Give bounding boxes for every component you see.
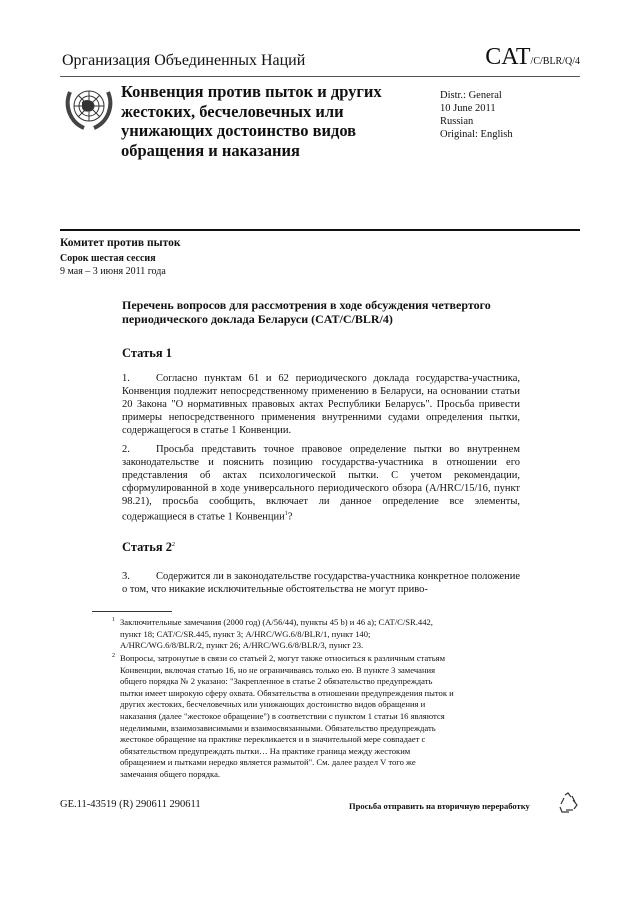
footnote-ref[interactable]: 1 (284, 511, 288, 517)
session-name: Сорок шестая сессия (60, 253, 156, 264)
paragraph-text: Содержится ли в законодательстве государства-участника конкретное положение о том, что никакие исключительные обстоятельства не могут приво- (122, 571, 520, 595)
committee-name: Комитет против пыток (60, 237, 181, 249)
document-symbol (485, 44, 580, 71)
symbol-rest: /C/BLR/Q/4 (530, 56, 580, 67)
paragraph (122, 443, 520, 524)
paragraph-tail: ? (287, 511, 293, 523)
un-emblem-icon (62, 82, 116, 134)
paragraph-number: 3. (122, 571, 130, 582)
distr-label: Distr.: General (440, 90, 502, 101)
document-title: Перечень вопросов для рассмотрения в ходе обсуждения четвертого периодического доклада Беларуси (CAT/C/BLR/4) (122, 298, 491, 326)
convention-title: Конвенция против пыток и других жестоких, бесчеловечных или унижающих достоинство видов обращения и наказания (121, 82, 382, 160)
recycle-icon (556, 791, 580, 815)
footnote-rule (92, 611, 172, 612)
paragraph-text: Согласно пунктам 61 и 62 периодического доклада государства-участника, Конвенция подлежит непосредственному применению в Беларуси, на основании статьи 20 Закона "О нормативных правовых актах Республики Беларусь". Просьба привести примеры непосредственного применения внутренними судами определения пытки, содержащегося в статье 1 Конвенции. (122, 373, 520, 436)
footnote-number: 1 (112, 617, 115, 623)
symbol-main: CAT (485, 44, 531, 70)
recycle-text: Просьба отправить на вторичную переработку (349, 801, 530, 811)
document-code: GE.11-43519 (R) 290611 290611 (60, 799, 201, 810)
footnote-text: Вопросы, затронутые в связи со статьей 2, могут также относиться к различным статьям Конвенции, включая статью 16, но не ограничиваясь только ею. В пункте 3 замечания общего порядка № 2 указано: "Закрепленное в статье 2 обязательство предупреждать пытки имеет широкую сферу охвата. Обязательства в отношении предупреждения пыток и других жестоких, бесчеловечных или унижающих достоинство видов обращения и наказания (далее "жестокое обращение") в соответствии с пунктом 1 статьи 16 являются неделимыми, взаимозависимыми и взаимосвязанными. Обязательство предупреждать жестокое обращение на практике перекликается и в значительной мере совпадает с обязательством предупреждать пытки… На практике граница между жестоким обращением и пытками нередко является размытой". См. далее раздел V того же замечания общего порядка. (120, 653, 454, 779)
distr-original: Original: English (440, 129, 513, 140)
paragraph-number: 1. (122, 373, 130, 384)
distribution-info (440, 89, 513, 141)
paragraph (122, 570, 520, 596)
footnote (112, 653, 454, 781)
organization-name: Организация Объединенных Наций (62, 52, 306, 69)
distr-language: Russian (440, 116, 474, 127)
distr-date: 10 June 2011 (440, 103, 496, 114)
paragraph (122, 372, 520, 437)
session-dates: 9 мая – 3 июня 2011 года (60, 266, 166, 277)
paragraph-text: Просьба представить точное правовое определение пытки во внутреннем законодательстве и пояснить позицию государства-участника в отношении его представления об актах психологической пытки. С учетом рекомендации, сформулированной в ходе универсального периодического обзора (A/HRC/15/16, пункт 98.21), просьба сообщить, включает ли данное определение все элементы, содержащиеся в статье 1 Конвенции (122, 444, 520, 523)
footnote-text: Заключительные замечания (2000 год) (A/56/44), пункты 45 b) и 46 a); CAT/C/SR.442, пункт 18; CAT/C/SR.445, пункт 3; A/HRC/WG.6/8/BLR/1, пункт 140; A/HRC/WG.6/8/BLR/2, пункт 26; A/HRC/WG.6/8/BLR/3, пункт 23. (120, 617, 433, 651)
footnote (112, 617, 450, 652)
section-heading (122, 540, 175, 555)
section-heading-text: Статья 2 (122, 540, 172, 554)
footnote-number: 2 (112, 653, 115, 659)
title-rule (60, 229, 580, 231)
paragraph-number: 2. (122, 444, 130, 455)
header-rule (60, 76, 580, 77)
section-heading: Статья 1 (122, 346, 172, 360)
footnote-ref[interactable]: 2 (171, 541, 175, 548)
